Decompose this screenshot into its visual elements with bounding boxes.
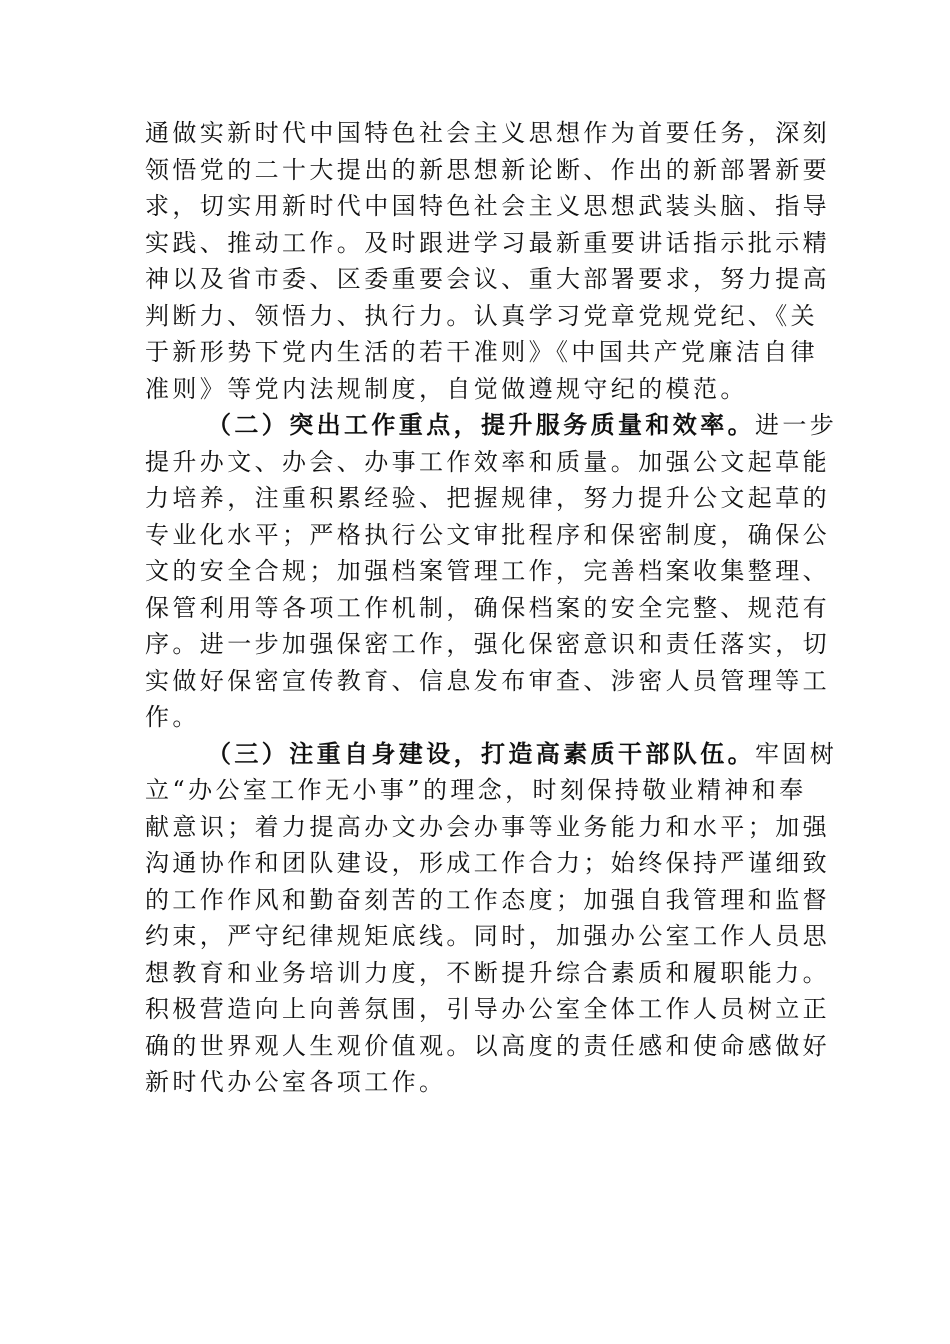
- text-line: 积极营造向上向善氛围，引导办公室全体工作人员树立正: [145, 995, 830, 1023]
- text-line: 文的安全合规；加强档案管理工作，完善档案收集整理、: [145, 557, 830, 585]
- text-run: 进一步: [755, 411, 838, 439]
- paragraph-1: [145, 115, 830, 407]
- text-line: 判断力、领悟力、执行力。认真学习党章党规党纪、《关: [145, 301, 818, 330]
- text-line: 实践、推动工作。及时跟进学习最新重要讲话指示批示精: [145, 228, 830, 257]
- paragraph-first-line: [145, 407, 838, 444]
- document-body: [145, 115, 838, 1101]
- text-line: 沟通协作和团队建设，形成工作合力；始终保持严谨细致: [145, 849, 830, 877]
- text-line: 作。: [145, 703, 200, 731]
- paragraph-2: [145, 407, 838, 736]
- text-line: 保管利用等各项工作机制，确保档案的安全完整、规范有: [145, 593, 830, 622]
- text-line: 准则》等党内法规制度，自觉做遵规守纪的模范。: [145, 374, 748, 403]
- text-line: 新时代办公室各项工作。: [145, 1068, 447, 1096]
- text-line: 的工作作风和勤奋刻苦的工作态度；加强自我管理和监督: [145, 885, 830, 914]
- text-line: 想教育和业务培训力度，不断提升综合素质和履职能力。: [145, 958, 830, 987]
- paragraph-first-line: [145, 736, 838, 773]
- text-line: 通做实新时代中国特色社会主义思想作为首要任务，深刻: [145, 119, 830, 147]
- text-run: 牢固树: [755, 739, 838, 768]
- text-line: 求，切实用新时代中国特色社会主义思想武装头脑、指导: [145, 192, 830, 220]
- text-line: 确的世界观人生观价值观。以高度的责任感和使命感做好: [145, 1031, 830, 1060]
- text-line: 神以及省市委、区委重要会议、重大部署要求，努力提高: [145, 265, 830, 293]
- paragraph-3: [145, 736, 838, 1101]
- text-line: 序。进一步加强保密工作，强化保密意识和责任落实，切: [145, 630, 830, 658]
- text-line: 于新形势下党内生活的若干准则》《中国共产党廉洁自律: [145, 338, 818, 366]
- section-heading: （二）突出工作重点，提升服务质量和效率。: [207, 410, 755, 439]
- text-line: 献意识；着力提高办文办会办事等业务能力和水平；加强: [145, 812, 830, 841]
- text-line: 立“办公室工作无小事”的理念，时刻保持敬业精神和奉: [145, 776, 807, 804]
- text-line: 力培养，注重积累经验、把握规律，努力提升公文起草的: [145, 484, 830, 512]
- section-heading: （三）注重自身建设，打造高素质干部队伍。: [207, 738, 755, 768]
- text-line: 实做好保密宣传教育、信息发布审查、涉密人员管理等工: [145, 666, 830, 695]
- text-line: 领悟党的二十大提出的新思想新论断、作出的新部署新要: [145, 155, 830, 184]
- text-line: 提升办文、办会、办事工作效率和质量。加强公文起草能: [145, 447, 830, 476]
- text-line: 约束，严守纪律规矩底线。同时，加强办公室工作人员思: [145, 922, 830, 950]
- text-line: 专业化水平；严格执行公文审批程序和保密制度，确保公: [145, 520, 830, 549]
